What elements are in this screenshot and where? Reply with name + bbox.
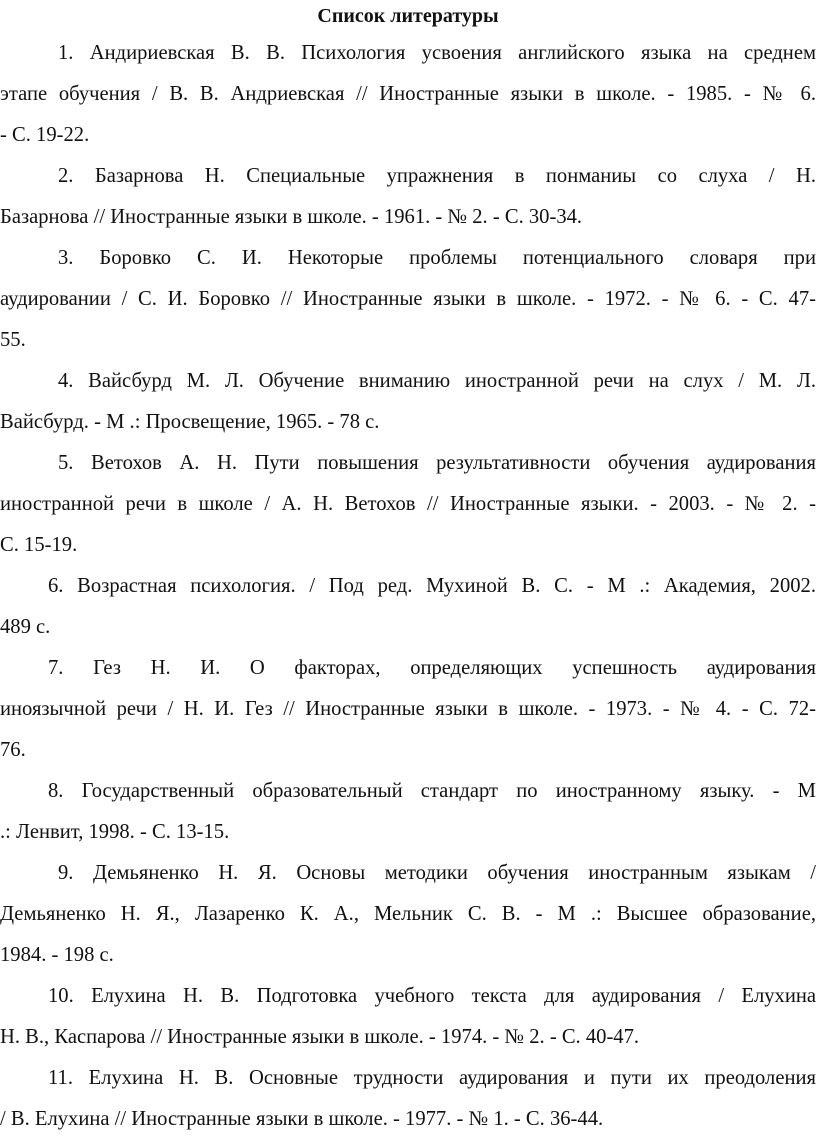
reference-item-4 bbox=[0, 361, 816, 443]
reference-line: 489 с. bbox=[0, 616, 51, 638]
reference-list bbox=[0, 33, 816, 1140]
reference-line: этапе обучения / В. В. Андриевская // Иностранные языки в школе. - 1985. - № 6. bbox=[0, 83, 816, 105]
page-title: Список литературы bbox=[317, 5, 499, 27]
reference-line: 7. Гез Н. И. О факторах, определяющих успешность аудирования bbox=[48, 657, 816, 679]
reference-line: / В. Елухина // Иностранные языки в школе. - 1977. - № 1. - С. 36-44. bbox=[0, 1108, 604, 1130]
reference-item-2 bbox=[0, 156, 816, 238]
reference-line: 3. Боровко С. И. Некоторые проблемы потенциального словаря при bbox=[58, 247, 816, 269]
reference-line: С. 15-19. bbox=[0, 534, 78, 556]
reference-line: 11. Елухина Н. В. Основные трудности аудирования и пути их преодоления bbox=[48, 1067, 816, 1089]
reference-item-9 bbox=[0, 853, 816, 976]
reference-line: 8. Государственный образовательный стандарт по иностранному языку. - М bbox=[48, 780, 816, 802]
reference-item-11 bbox=[0, 1058, 816, 1140]
reference-item-10 bbox=[0, 976, 816, 1058]
reference-line: 55. bbox=[0, 329, 26, 351]
reference-line: - С. 19-22. bbox=[0, 124, 90, 146]
reference-line: Н. В., Каспарова // Иностранные языки в школе. - 1974. - № 2. - С. 40-47. bbox=[0, 1026, 640, 1048]
reference-line: 1984. - 198 с. bbox=[0, 944, 114, 966]
reference-item-1 bbox=[0, 33, 816, 156]
reference-line: Базарнова // Иностранные языки в школе. - 1961. - № 2. - С. 30-34. bbox=[0, 206, 583, 228]
reference-line: 2. Базарнова Н. Специальные упражнения в понманиы со слуха / Н. bbox=[58, 165, 816, 187]
reference-line: иностранной речи в школе / А. Н. Ветохов // Иностранные языки. - 2003. - № 2. - bbox=[0, 493, 816, 515]
reference-line: 6. Возрастная психология. / Под ред. Мухиной В. С. - М .: Академия, 2002. bbox=[48, 575, 816, 597]
reference-item-8 bbox=[0, 771, 816, 853]
reference-line: 5. Ветохов А. Н. Пути повышения результативности обучения аудирования bbox=[58, 452, 816, 474]
reference-line: Демьяненко Н. Я., Лазаренко К. А., Мельник С. В. - М .: Высшее образование, bbox=[0, 903, 816, 925]
reference-item-7 bbox=[0, 648, 816, 771]
reference-line: аудировании / С. И. Боровко // Иностранные языки в школе. - 1972. - № 6. - С. 47- bbox=[0, 288, 816, 310]
reference-item-3 bbox=[0, 238, 816, 361]
reference-line: 76. bbox=[0, 739, 26, 761]
reference-line: 4. Вайсбурд М. Л. Обучение вниманию иностранной речи на слух / М. Л. bbox=[58, 370, 816, 392]
reference-line: 10. Елухина Н. В. Подготовка учебного текста для аудирования / Елухина bbox=[48, 985, 816, 1007]
reference-item-5 bbox=[0, 443, 816, 566]
reference-item-6 bbox=[0, 566, 816, 648]
reference-line: иноязычной речи / Н. И. Гез // Иностранные языки в школе. - 1973. - № 4. - С. 72- bbox=[0, 698, 816, 720]
reference-line: .: Ленвит, 1998. - С. 13-15. bbox=[0, 821, 230, 843]
reference-line: Вайсбурд. - М .: Просвещение, 1965. - 78 с. bbox=[0, 411, 380, 433]
reference-line: 9. Демьяненко Н. Я. Основы методики обучения иностранным языкам / bbox=[58, 862, 816, 884]
reference-line: 1. Андириевская В. В. Психология усвоения английского языка на среднем bbox=[58, 42, 816, 64]
